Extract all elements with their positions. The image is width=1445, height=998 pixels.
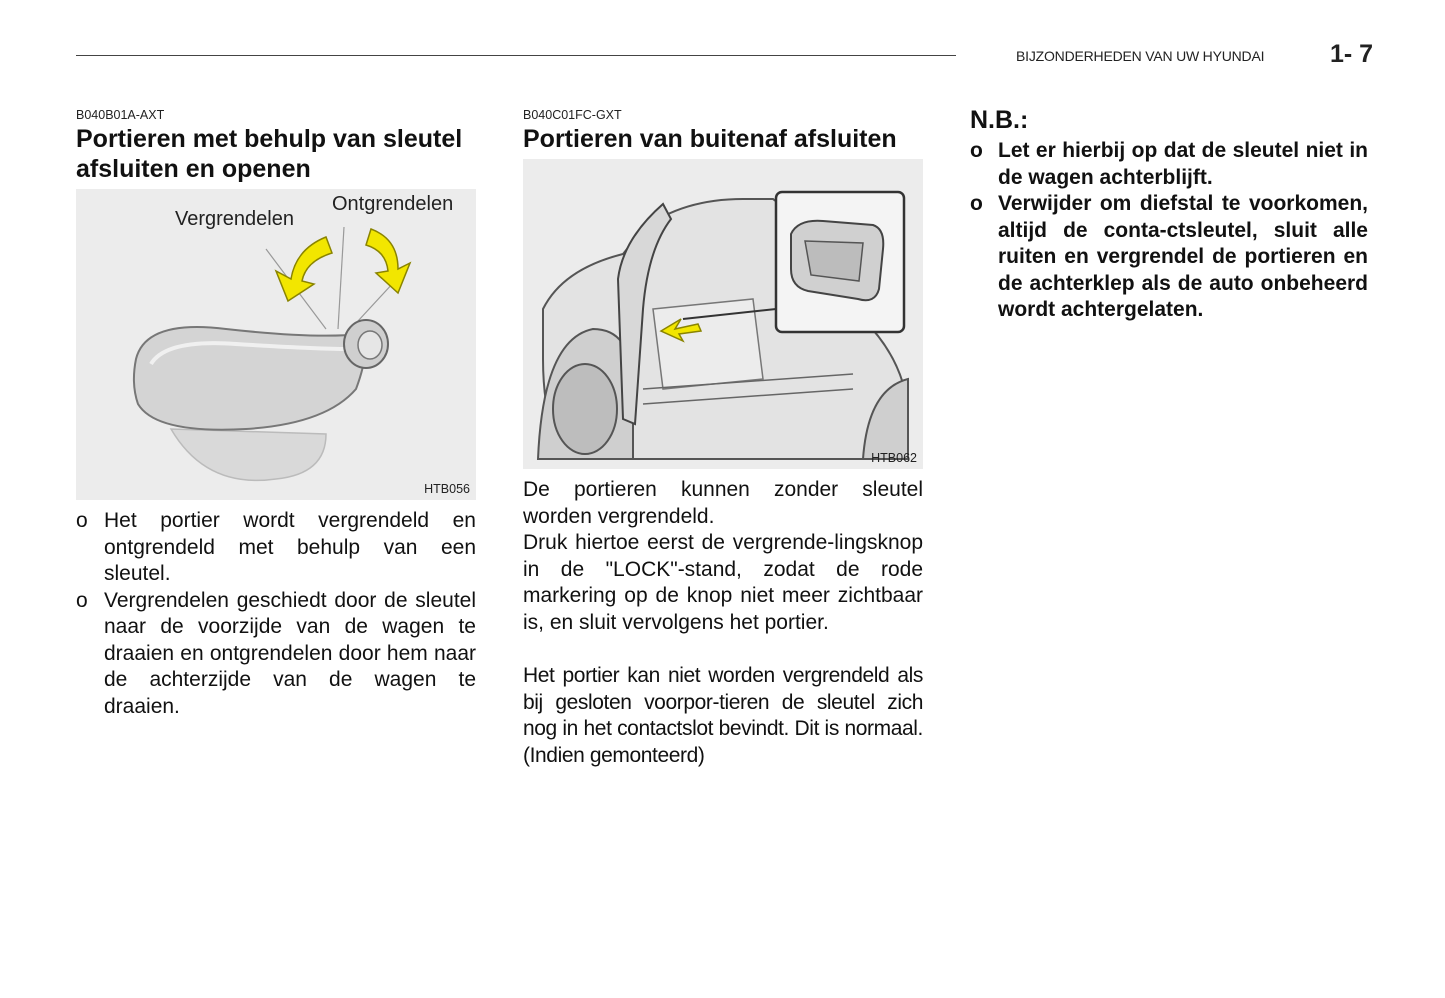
header-rule [76,55,956,56]
paragraph: Het portier kan niet worden vergrendeld als bij gesloten voorpor-tieren de sleutel zich nog in het contactslot bevindt. Dit is normaal. (Indien gemonteerd) [523,664,923,767]
front-wheel [553,364,617,454]
key-slot [358,331,382,359]
section-title: Portieren van buitenaf afsluiten [523,125,897,153]
paragraph: Druk hiertoe eerst de vergrende-lingsknop in de "LOCK"-stand, zodat de rode markering op de knop niet meer zichtbaar is, en sluit vervolgens het portier. [523,531,923,634]
guide-line [338,227,344,329]
bullet-mark: o [76,509,88,532]
unlock-label: Ontgrendelen [332,193,454,215]
figure-code: HTB062 [871,451,917,465]
list-item [76,508,476,588]
key-lock-illustration [76,189,476,500]
bullet-list [76,508,476,720]
section-code: B040B01A-AXT [76,108,165,122]
bullet-mark: o [76,588,88,612]
car-door-drawing [523,159,923,469]
bullet-mark: o [970,139,983,162]
unlock-arrow-icon [366,229,410,293]
door-handle [134,327,365,430]
list-item [970,191,1368,324]
paragraph: De portieren kunnen zonder sleutel worden vergrendeld. [523,478,923,528]
note-list [970,138,1368,324]
note-text: Let er hierbij op dat de sleutel niet in de wagen achterblijft. [998,139,1368,189]
page-number: 1- 7 [1330,40,1374,68]
bullet-mark: o [970,192,983,215]
running-header: BIJZONDERHEDEN VAN UW HYUNDAI [1016,48,1265,64]
handle-recess [171,429,326,480]
lock-label: Vergrendelen [175,208,294,230]
list-item [970,138,1368,191]
note-title: N.B.: [970,106,1029,134]
section-code: B040C01FC-GXT [523,108,622,122]
section-title-line: Portieren met behulp van sleutel [76,125,463,153]
door-handle-drawing [76,189,476,500]
handle-pocket [805,241,863,281]
bullet-text: Het portier wordt vergrendeld en ontgrendeld met behulp van een sleutel. [104,509,476,585]
section-title [76,124,462,184]
figure-code: HTB056 [424,482,470,496]
note-text: Verwijder om diefstal te voorkomen, altijd de conta-ctsleutel, sluit alle ruiten en vergrendel de portieren en de achterklep als de auto onbeheerd wordt achtergelaten. [998,192,1368,321]
lock-arrow-icon [276,237,332,301]
bullet-text: Vergrendelen geschiedt door de sleutel naar de voorzijde van de wagen te draaien en ontgrendelen door hem naar de achterzijde van de wagen te draaien. [104,588,476,718]
section-title-line: afsluiten en openen [76,155,311,183]
car-door-illustration [523,159,923,469]
list-item [76,588,476,721]
